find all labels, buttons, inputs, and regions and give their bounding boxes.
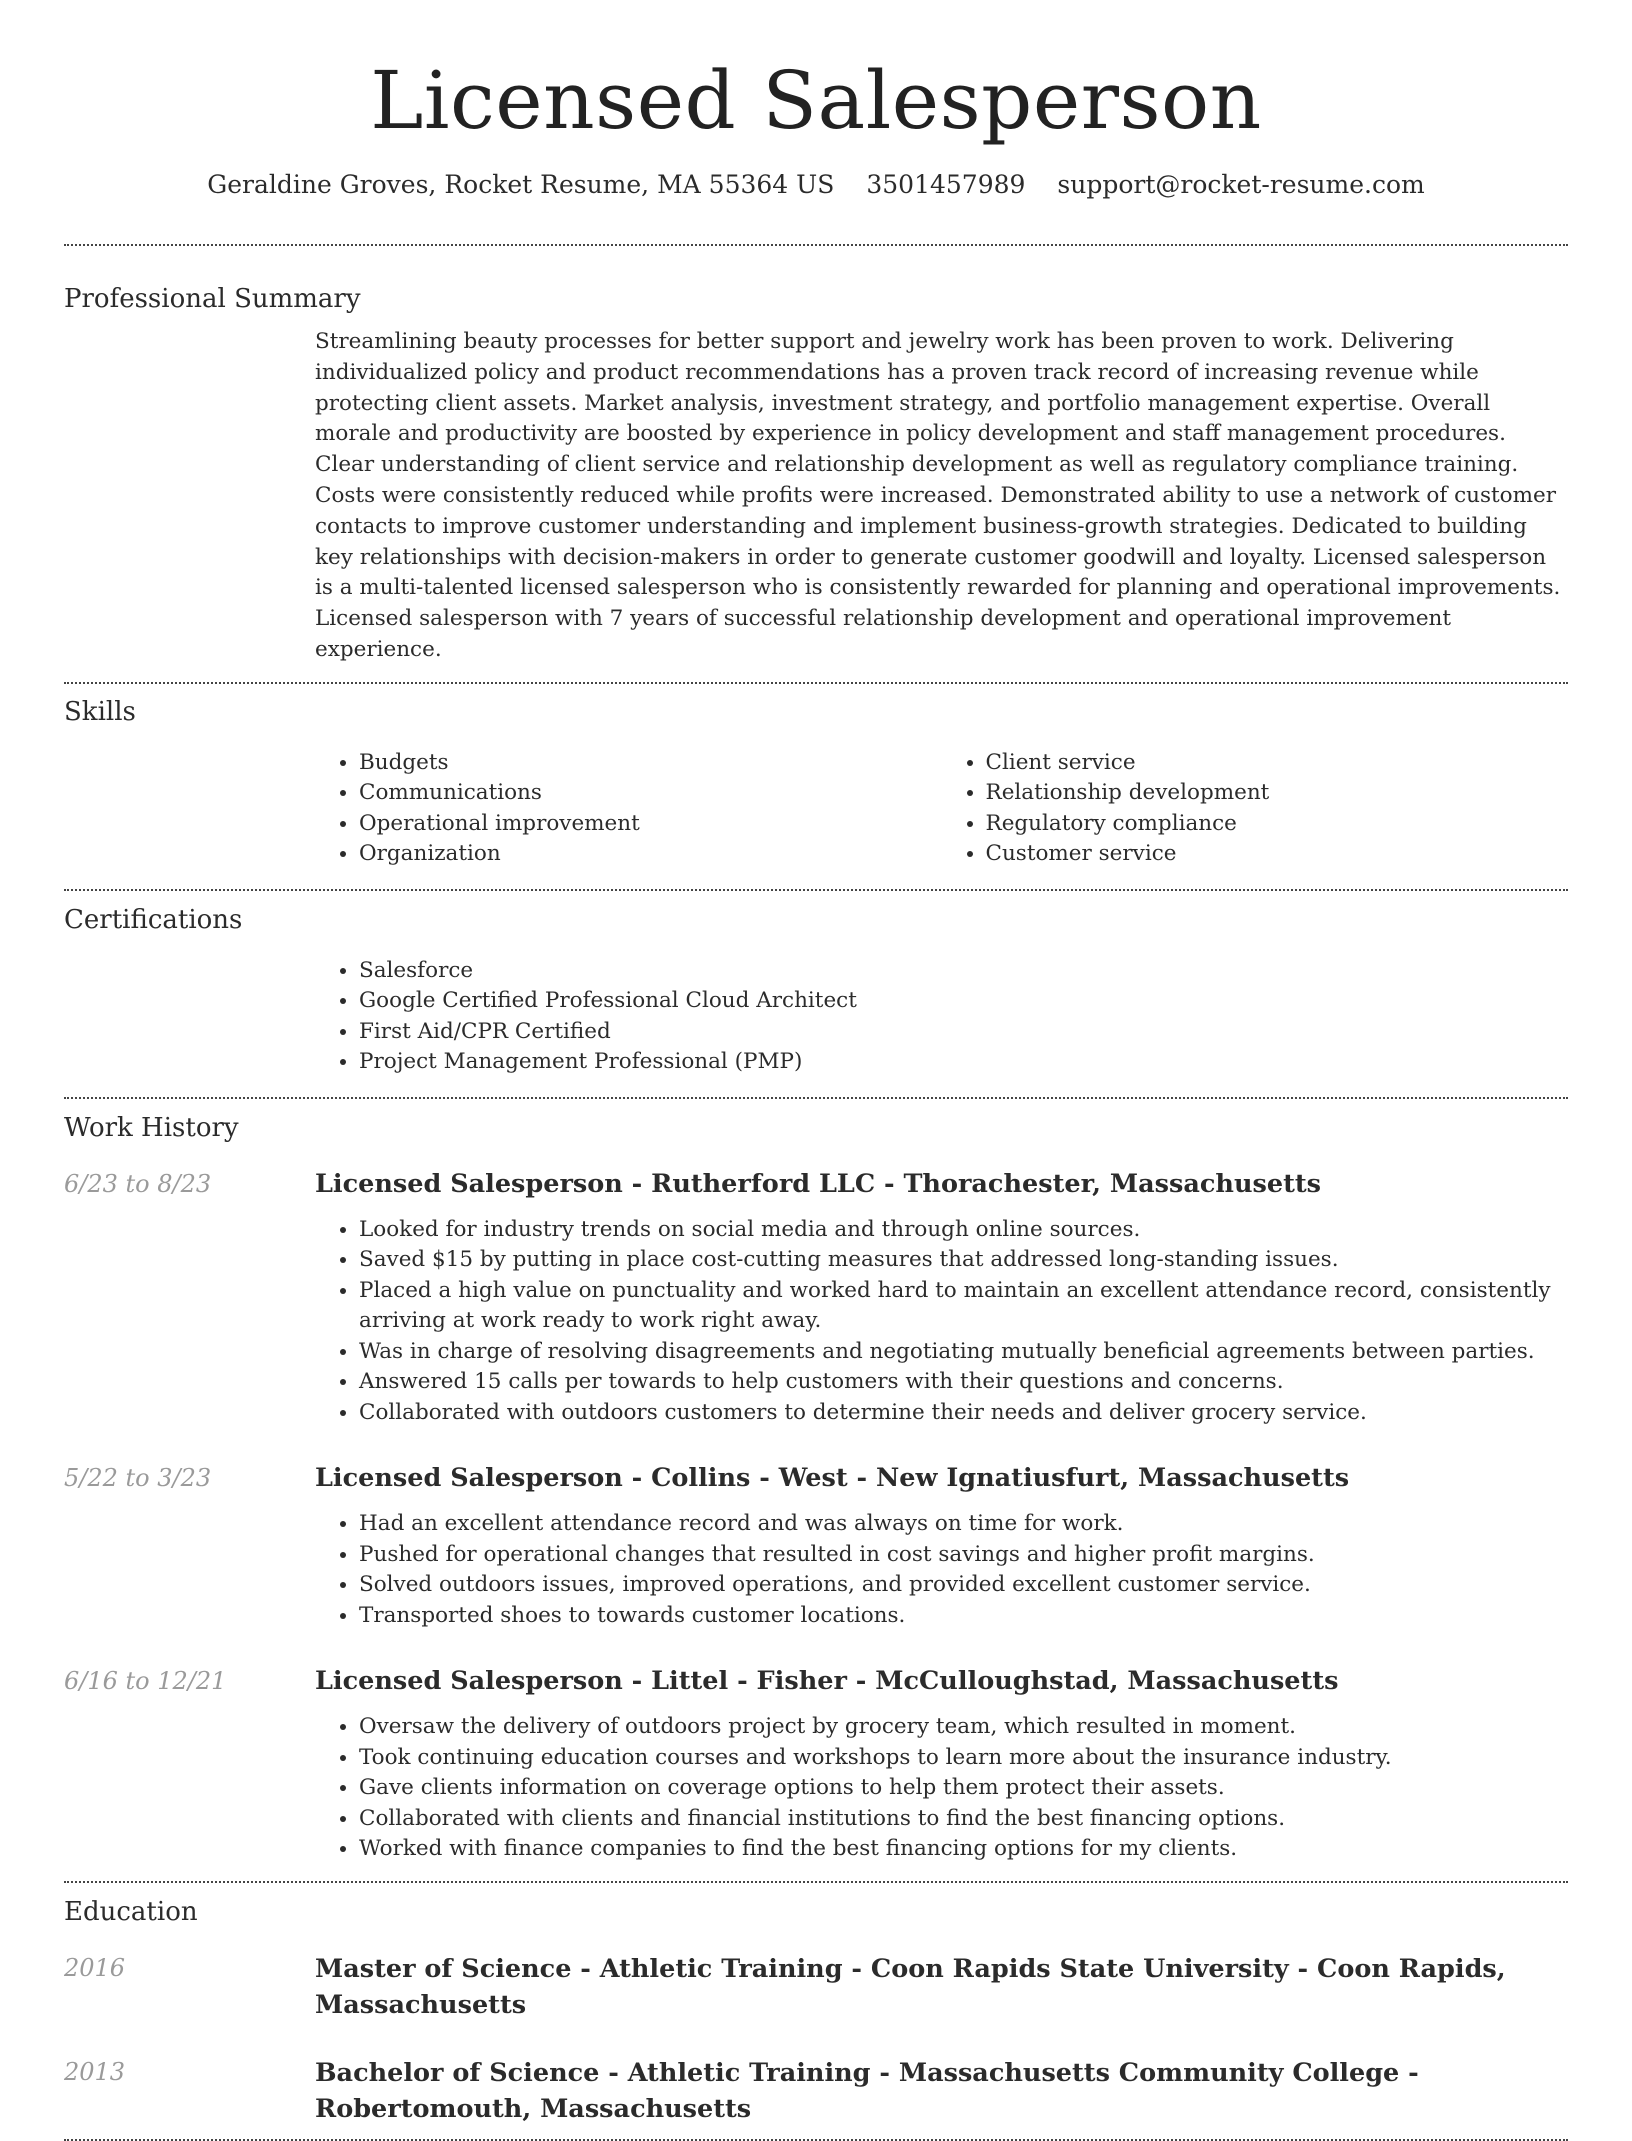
job-entry [64,1167,1568,1429]
contact-phone: 3501457989 [866,170,1026,199]
job-bullet: • Solved outdoors issues, improved operations, and provided excellent customer service. [359,1570,1568,1601]
job-bullet: • Collaborated with outdoors customers to determine their needs and deliver grocery service. [359,1398,1568,1429]
skill-item: • Relationship development [986,778,1569,809]
job-bullet: • Took continuing education courses and workshops to learn more about the insurance industry. [359,1743,1568,1774]
skill-item: • Regulatory compliance [986,809,1569,840]
skills-column-right [942,748,1569,870]
certification-item: • Salesforce [359,956,1568,987]
job-title: Licensed Salesperson - Rutherford LLC - Thorachester, Massachusetts [315,1168,1322,1199]
job-bullet: • Oversaw the delivery of outdoors project by grocery team, which resulted in moment. [359,1712,1568,1743]
certification-item: • Google Certified Professional Cloud Architect [359,986,1568,1017]
job-bullet: • Transported shoes to towards customer locations. [359,1601,1568,1632]
certification-item: • Project Management Professional (PMP) [359,1047,1568,1078]
summary-heading: Professional Summary [64,284,361,314]
job-bullet: • Had an excellent attendance record and was always on time for work. [359,1509,1568,1540]
job-dates: 6/23 to 8/23 [64,1169,212,1198]
certifications-list [315,956,1568,1078]
skill-item: • Communications [359,778,942,809]
job-bullets [315,1215,1568,1429]
resume-title: Licensed Salesperson [370,54,1262,147]
job-title: Licensed Salesperson - Collins - West - New Ignatiusfurt, Massachusetts [315,1463,1350,1494]
certifications-heading: Certifications [64,904,243,935]
job-entry [64,1461,1568,1631]
divider [64,682,1568,684]
job-bullet: • Saved $15 by putting in place cost-cutting measures that addressed long-standing issues. [359,1245,1568,1276]
education-title: Master of Science - Athletic Training - Coon Rapids State University - Coon Rapids, Massachusetts [315,1953,1506,2020]
job-bullets [315,1509,1568,1631]
divider [64,2139,1568,2141]
job-dates: 6/16 to 12/21 [64,1667,227,1696]
job-bullet: • Was in charge of resolving disagreements and negotiating mutually beneficial agreements between parties. [359,1337,1568,1368]
work-history-heading: Work History [64,1112,239,1143]
job-bullets [315,1712,1568,1865]
skill-item: • Client service [986,748,1569,779]
job-bullet: • Looked for industry trends on social media and through online sources. [359,1215,1568,1246]
job-bullet: • Collaborated with clients and financial institutions to find the best financing options. [359,1804,1568,1835]
divider [64,1097,1568,1099]
skills-list [315,748,1568,870]
summary-text: Streamlining beauty processes for better support and jewelry work has been proven to work. Delivering individualized policy and product recommendations has a proven track record of increasing revenue while protecting client assets. Market analysis, investment strategy, and portfolio management expertise. Overall morale and productivity are boosted by experience in policy development and staff management procedures. Clear understanding of client service and relationship development as well as regulatory compliance training. Costs were consistently reduced while profits were increased. Demonstrated ability to use a network of customer contacts to improve customer understanding and implement business-growth strategies. Dedicated to building key relationships with decision-makers in order to generate customer goodwill and loyalty. Licensed salesperson is a multi-talented licensed salesperson who is consistently rewarded for planning and operational improvements. Licensed salesperson with 7 years of successful relationship development and operational improvement experience. [315,329,1561,662]
contact-email: support@rocket-resume.com [1057,170,1425,199]
skill-item: • Budgets [359,748,942,779]
job-title: Licensed Salesperson - Littel - Fisher - McCulloughstad, Massachusetts [315,1666,1339,1697]
divider [64,244,1568,246]
skill-item: • Customer service [986,839,1569,870]
skills-column-left [315,748,942,870]
education-year: 2016 [64,1953,126,1982]
contact-line [64,168,1568,202]
job-dates: 5/22 to 3/23 [64,1464,212,1493]
contact-address: Geraldine Groves, Rocket Resume, MA 55364 US [207,170,835,199]
skills-heading: Skills [64,696,136,727]
skill-item: • Organization [359,839,942,870]
certification-item: • First Aid/CPR Certified [359,1017,1568,1048]
education-entry [64,2055,1568,2127]
job-bullet: • Worked with finance companies to find the best financing options for my clients. [359,1834,1568,1865]
job-bullet: • Answered 15 calls per towards to help customers with their questions and concerns. [359,1367,1568,1398]
job-bullet: • Gave clients information on coverage options to help them protect their assets. [359,1773,1568,1804]
education-entry [64,1951,1568,2023]
education-heading: Education [64,1896,198,1927]
skill-item: • Operational improvement [359,809,942,840]
divider [64,889,1568,891]
divider [64,1881,1568,1883]
job-bullet: • Pushed for operational changes that resulted in cost savings and higher profit margins. [359,1540,1568,1571]
job-entry [64,1664,1568,1865]
resume-page [64,0,1568,2141]
education-year: 2013 [64,2057,126,2086]
job-bullet: • Placed a high value on punctuality and worked hard to maintain an excellent attendance record, consistently arriving at work ready to work right away. [359,1276,1568,1337]
education-title: Bachelor of Science - Athletic Training - Massachusetts Community College - Robertomouth, Massachusetts [315,2057,1419,2124]
